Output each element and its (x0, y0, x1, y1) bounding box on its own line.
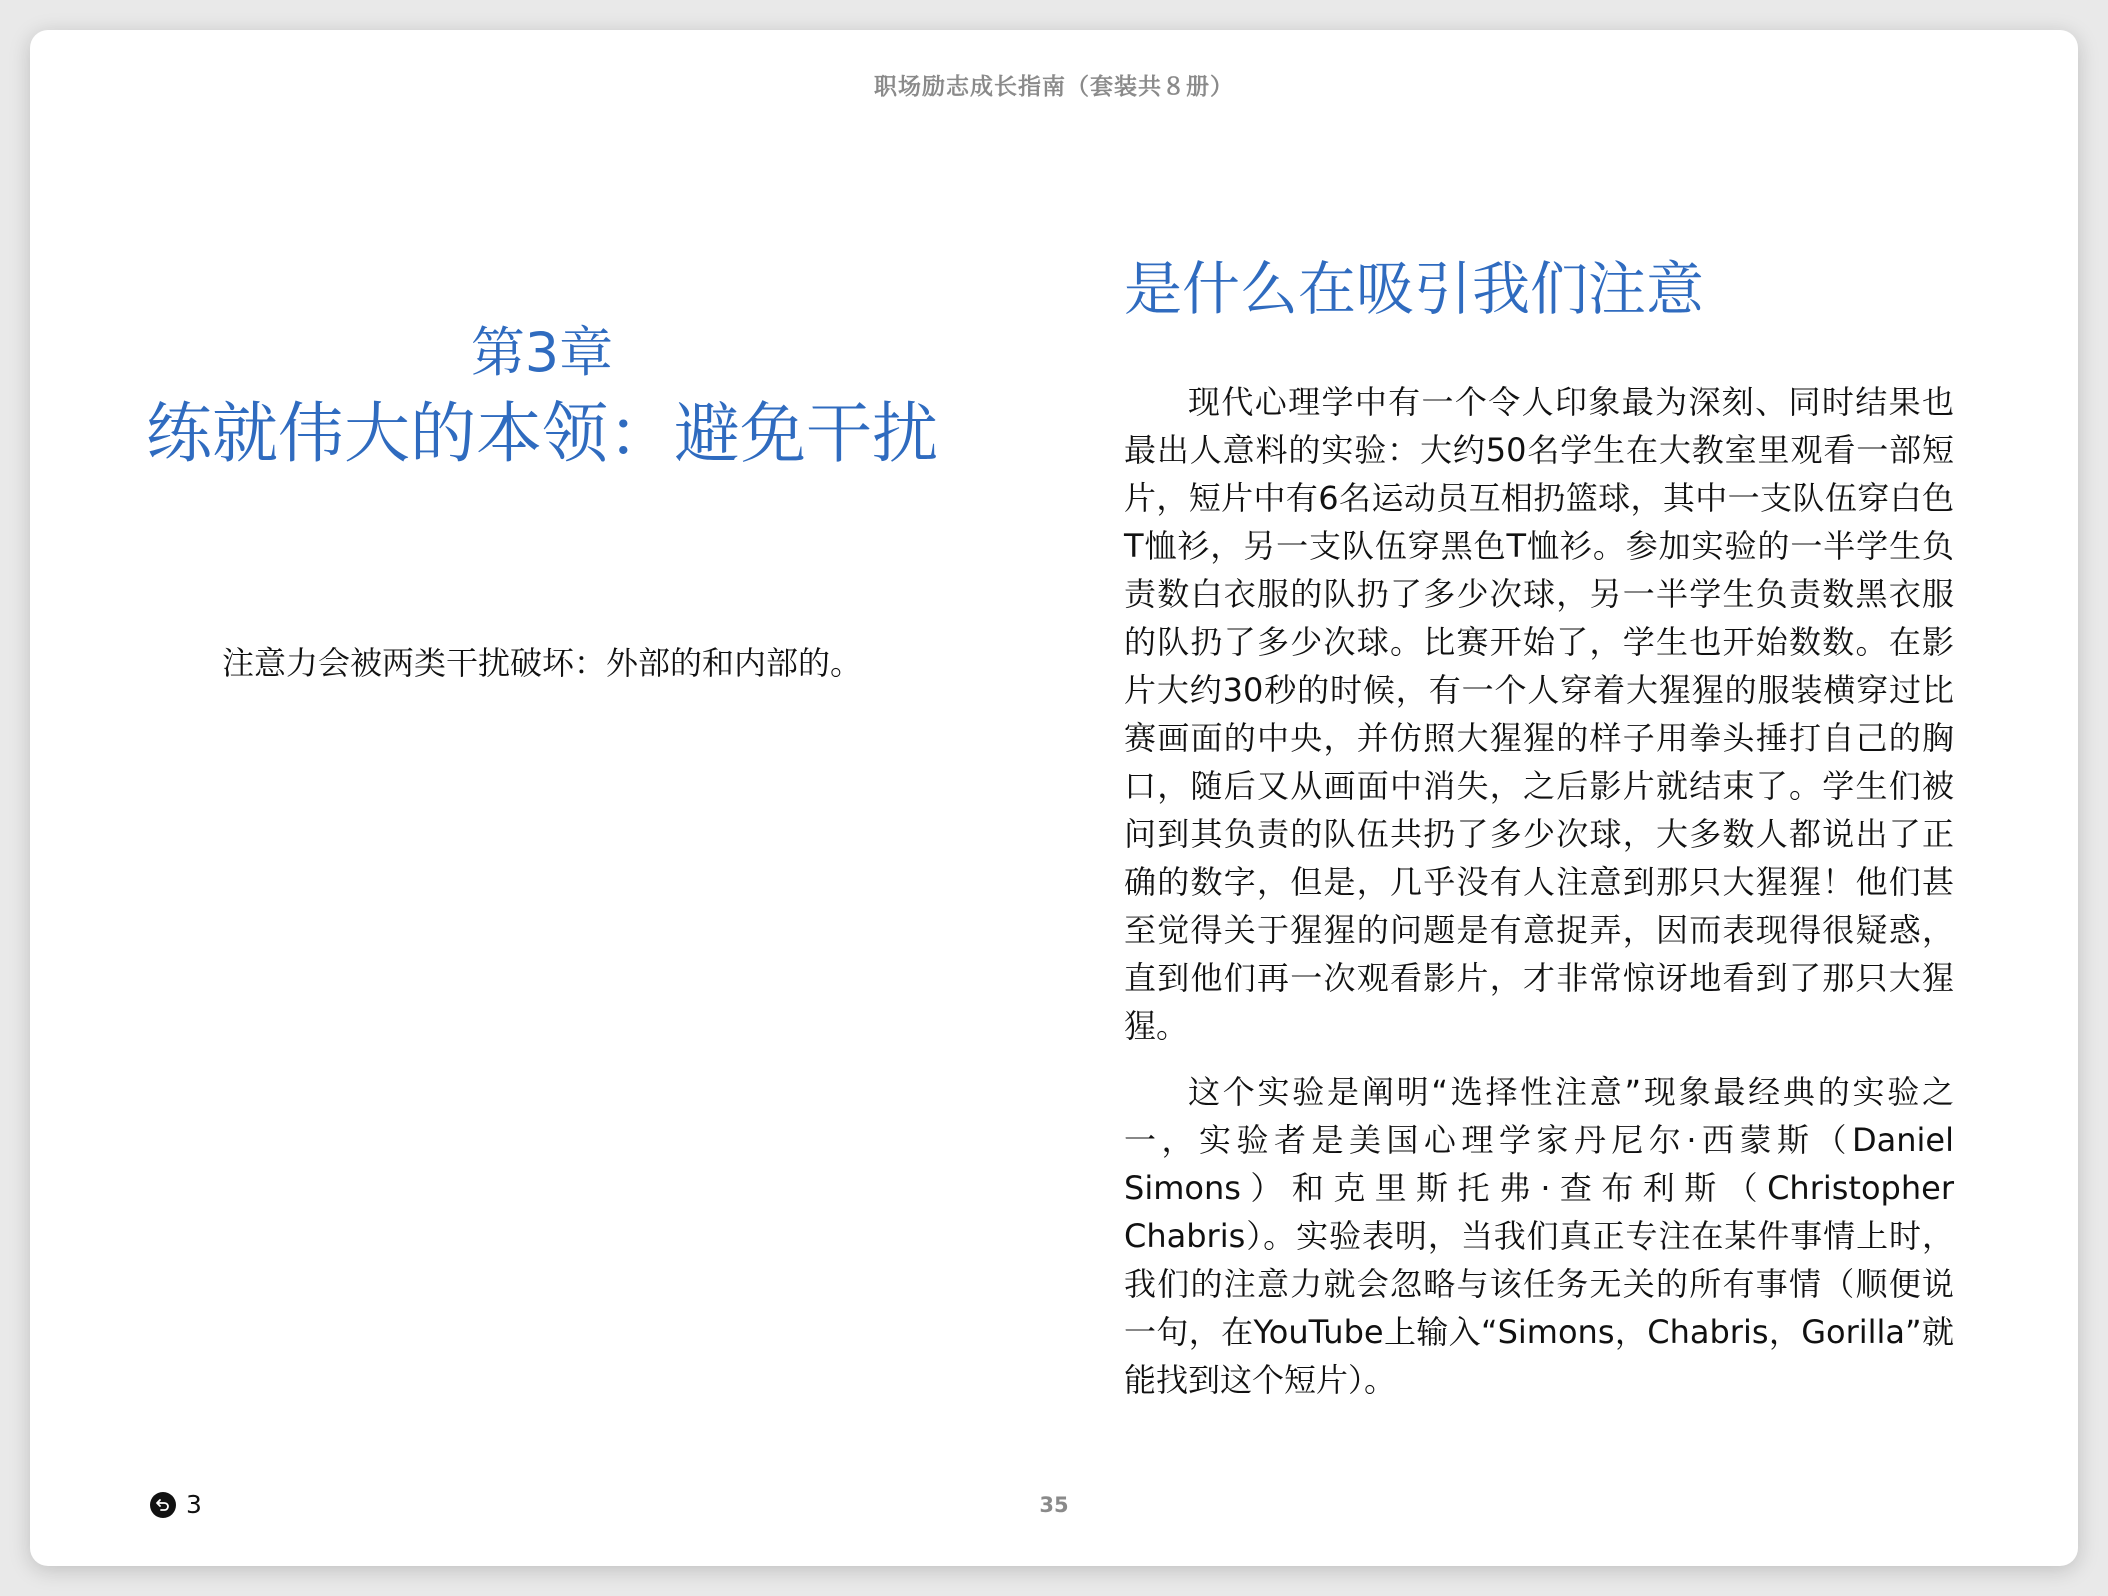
chapter-summary: 注意力会被两类干扰破坏：外部的和内部的。 (221, 644, 862, 682)
page-number: 35 (1039, 1493, 1069, 1517)
paragraph: 这个实验是阐明“选择性注意”现象最经典的实验之一，实验者是美国心理学家丹尼尔·西蒙斯（Daniel Simons）和克里斯托弗·查布利斯（Christopher Chabris）。实验表明，当我们真正专注在某件事情上时，我们的注意力就会忽略与该任务无关的所有事情（顺便说一句，在YouTube上输入“Simons，Chabris，Gorilla”就能找到这个短片）。 (1124, 1073, 1954, 1399)
back-count: 3 (186, 1490, 202, 1519)
reader-window (30, 30, 2078, 1566)
chapter-number: 第3章 (470, 321, 614, 384)
chapter-title: 练就伟大的本领：避免干扰 (146, 395, 938, 472)
paragraph: 现代心理学中有一个令人印象最为深刻、同时结果也最出人意料的实验：大约50名学生在大教室里观看一部短片，短片中有6名运动员互相扔篮球，其中一支队伍穿白色T恤衫，另一支队伍穿黑色T恤衫。参加实验的一半学生负责数白衣服的队扔了多少次球，另一半学生负责数黑衣服的队扔了多少次球。比赛开始了，学生也开始数数。在影片大约30秒的时候，有一个人穿着大猩猩的服装横穿过比赛画面的中央，并仿照大猩猩的样子用拳头捶打自己的胸口，随后又从画面中消失，之后影片就结束了。学生们被问到其负责的队伍共扔了多少次球，大多数人都说出了正确的数字，但是，几乎没有人注意到那只大猩猩！他们甚至觉得关于猩猩的问题是有意捉弄，因而表现得很疑惑，直到他们再一次观看影片，才非常惊讶地看到了那只大猩猩。 (1124, 383, 1954, 1045)
body-text (1124, 378, 1954, 1422)
right-page (1124, 30, 1984, 1566)
left-page (30, 30, 1054, 1566)
book-title: 职场励志成长指南（套装共８册） (874, 74, 1234, 100)
section-title: 是什么在吸引我们注意 (1124, 255, 1705, 323)
